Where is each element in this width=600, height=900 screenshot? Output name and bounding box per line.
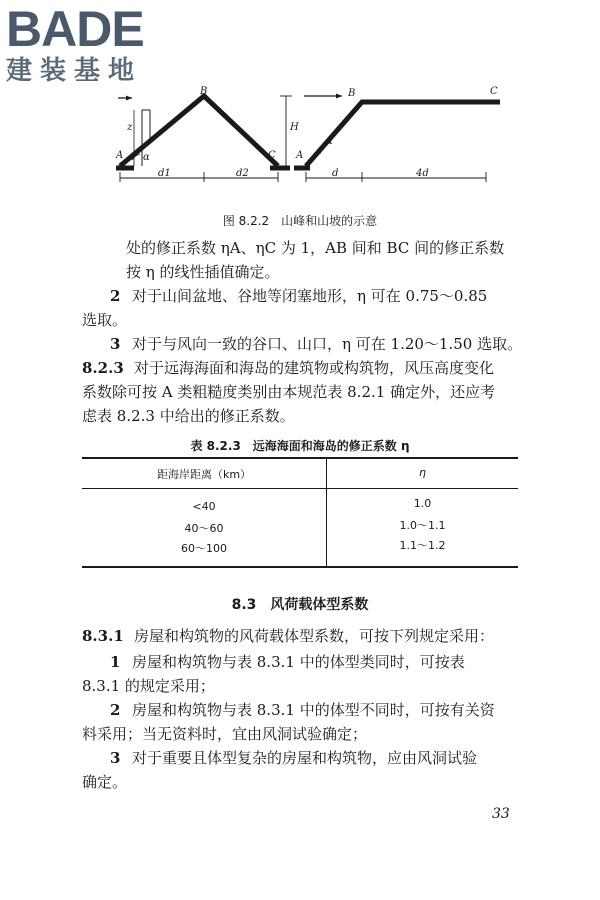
label-c-right: C — [490, 86, 498, 97]
paragraph-line: 按 η 的线性插值确定。 — [126, 263, 280, 281]
label-d2: d2 — [236, 168, 249, 179]
paragraph-line: 选取。 — [82, 311, 128, 329]
paragraph-line: 房屋和构筑物与表 8.3.1 中的体型不同时，可按有关资 — [132, 701, 495, 719]
paragraph-line: 房屋和构筑物与表 8.3.1 中的体型类同时，可按表 — [132, 653, 465, 671]
paragraph-line: 确定。 — [82, 773, 128, 791]
label-c-left: C — [268, 150, 276, 161]
paragraph-line: 对于山间盆地、谷地等闭塞地形，η 可在 0.75～0.85 — [132, 287, 488, 305]
paragraph-line: 对于远海海面和海岛的建筑物或构筑物，风压高度变化 — [134, 359, 495, 377]
item-number: 3 — [110, 335, 121, 353]
paragraph-line: 对于重要且体型复杂的房屋和构筑物，应由风洞试验 — [132, 749, 478, 767]
wind-arrow-right-head — [336, 94, 342, 99]
label-z: z — [127, 122, 133, 133]
label-alpha-right: α — [326, 136, 333, 147]
item-number: 1 — [110, 653, 121, 671]
paragraph-line: 房屋和构筑物的风荷载体型系数，可按下列规定采用： — [134, 627, 495, 645]
table-top-rule — [82, 457, 518, 459]
table-cell: 1.0～1.1 — [399, 519, 446, 532]
label-b-left: B — [200, 86, 208, 97]
slope-profile-line — [306, 102, 500, 166]
label-b-right: B — [348, 88, 356, 99]
label-d1: d1 — [158, 168, 171, 179]
wind-arrow-left-head — [126, 96, 132, 101]
table-cell: 40～60 — [184, 522, 224, 535]
logo-wordmark: BADE — [6, 1, 144, 57]
section-title: 8.3 风荷载体型系数 — [231, 597, 369, 613]
figure-mountain-slope — [110, 82, 510, 192]
paragraph-line: 系数除可按 A 类粗糙度类别由本规范表 8.2.1 确定外，还应考 — [82, 383, 496, 401]
section-number: 8.2.3 — [82, 359, 124, 377]
table-cell: 60～100 — [181, 542, 227, 555]
section-number: 8.3.1 — [82, 627, 124, 645]
item-number: 2 — [110, 287, 121, 305]
item-number: 2 — [110, 701, 121, 719]
paragraph-line: 对于与风向一致的谷口、山口，η 可在 1.20～1.50 选取。 — [132, 335, 523, 353]
item-number: 3 — [110, 749, 121, 767]
table-caption: 表 8.2.3 远海海面和海岛的修正系数 η — [190, 439, 410, 453]
table-header-eta: η — [419, 466, 426, 479]
table-header-distance: 距海岸距离（km） — [156, 468, 252, 481]
logo-subtitle: 建装基地 — [6, 56, 143, 86]
label-h: H — [290, 122, 299, 133]
label-4d: 4d — [416, 168, 429, 179]
label-a-right: A — [296, 150, 304, 161]
slope-diagram — [294, 94, 500, 183]
label-a-left: A — [116, 150, 124, 161]
table-cell: 1.0 — [413, 497, 432, 510]
label-d: d — [332, 168, 339, 179]
table-header-rule — [82, 488, 518, 489]
label-alpha-left: α — [143, 152, 150, 163]
table-bottom-rule — [82, 566, 518, 568]
mountain-peak-diagram — [116, 96, 292, 183]
paragraph-line: 料采用；当无资料时，宜由风洞试验确定； — [82, 725, 368, 743]
table-cell: <40 — [192, 500, 216, 513]
table-cell: 1.1～1.2 — [399, 539, 446, 552]
correction-table — [82, 457, 518, 568]
page-number: 33 — [492, 806, 510, 822]
paragraph-line: 8.3.1 的规定采用； — [82, 677, 215, 695]
paragraph-line: 处的修正系数 ηA、ηC 为 1，AB 间和 BC 间的修正系数 — [126, 239, 505, 257]
paragraph-line: 虑表 8.2.3 中给出的修正系数。 — [82, 407, 295, 425]
bade-logo — [6, 1, 176, 86]
figure-caption: 图 8.2.2 山峰和山坡的示意 — [222, 214, 378, 228]
